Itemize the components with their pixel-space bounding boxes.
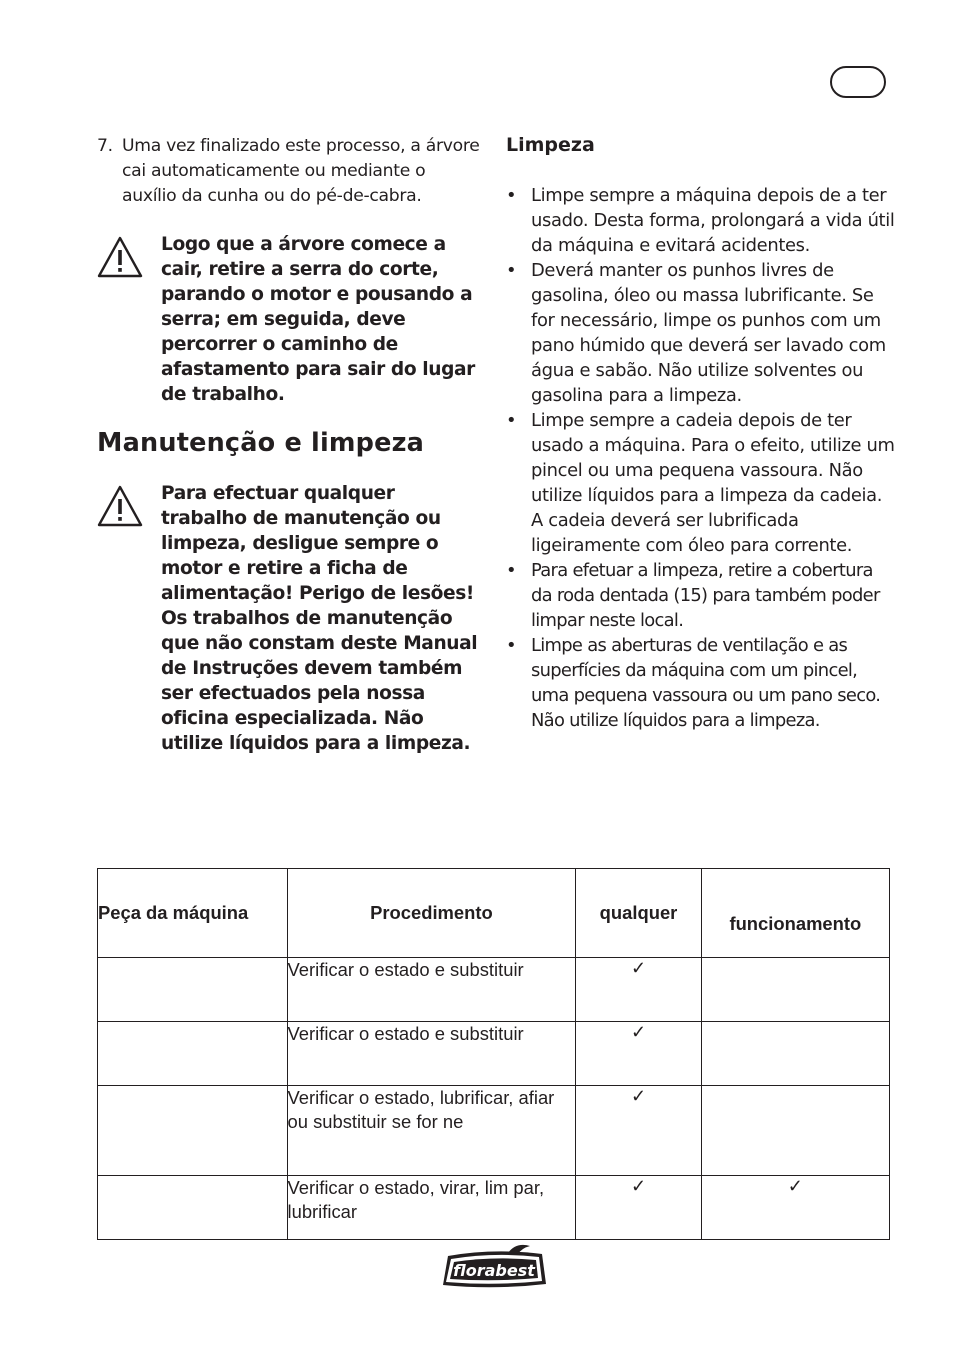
list-item	[506, 408, 896, 558]
cell-procedure: Verificar o estado, virar, lim par, lubrificar	[287, 1176, 576, 1240]
header-operation: funcionamento	[701, 869, 889, 958]
cell-part	[98, 1022, 288, 1086]
list-item-text: Limpe sempre a cadeia depois de ter usado a máquina. Para o efeito, utilize um pincel ou uma pequena vassoura. Não utilize líquidos para a limpeza da cadeia. A cadeia deverá ser lubrificada ligeiramente com óleo para corrente.	[531, 410, 895, 556]
check-icon: ✓	[576, 958, 701, 1022]
cell-procedure: Verificar o estado e substituir	[287, 958, 576, 1022]
cell-check-2	[701, 1022, 889, 1086]
right-column	[506, 134, 896, 733]
table-row	[98, 958, 890, 1022]
header-part: Peça da máquina	[98, 869, 288, 958]
bullet-icon: •	[506, 635, 516, 656]
cell-part	[98, 1086, 288, 1176]
check-icon: ✓	[576, 1176, 701, 1240]
warning-triangle-icon	[97, 236, 143, 278]
step-number: 7.	[97, 136, 113, 156]
maintenance-warning-block	[97, 481, 482, 756]
logo-text: florabest	[453, 1261, 535, 1280]
bullet-icon: •	[506, 185, 517, 206]
cell-part	[98, 1176, 288, 1240]
left-column	[97, 134, 482, 756]
warning-text: Para efectuar qualquer trabalho de manutenção ou limpeza, desligue sempre o motor e retire a ficha de alimentação! Perigo de lesões! Os trabalhos de manutenção que não constam deste Manual de Instruções devem também ser efectuados pela nossa oficina especializada. Não utilize líquidos para a limpeza.	[161, 483, 478, 754]
list-item-text: Para efetuar a limpeza, retire a cobertura da roda dentada (15) para também poder limpar neste local.	[531, 560, 880, 631]
step-text: Uma vez finalizado este processo, a árvore cai automaticamente ou mediante o auxílio da cunha ou do pé-de-cabra.	[122, 136, 480, 206]
list-item	[506, 558, 896, 633]
cleaning-title: Limpeza	[506, 134, 595, 156]
check-icon: ✓	[701, 1176, 889, 1240]
bullet-icon: •	[506, 410, 517, 431]
table-row	[98, 1086, 890, 1176]
maintenance-table	[97, 868, 890, 1240]
step-item	[97, 134, 482, 209]
list-item	[506, 633, 896, 733]
florabest-logo	[438, 1244, 551, 1289]
bullet-icon: •	[506, 260, 517, 281]
header-procedure: Procedimento	[287, 869, 576, 958]
cell-procedure: Verificar o estado e substituir	[287, 1022, 576, 1086]
language-badge	[830, 66, 886, 98]
list-item-text: Limpe sempre a máquina depois de a ter usado. Desta forma, prolongará a vida útil da máquina e evitará acidentes.	[531, 185, 895, 256]
table-header-row	[98, 869, 890, 958]
list-item	[506, 183, 896, 258]
cell-check-2	[701, 1086, 889, 1176]
warning-triangle-icon	[97, 485, 143, 527]
warning-text: Logo que a árvore comece a cair, retire a serra do corte, parando o motor e pousando a serra; em seguida, deve percorrer o caminho de afastamento para sair do lugar de trabalho.	[161, 234, 475, 405]
cleaning-list	[506, 183, 896, 733]
check-icon: ✓	[576, 1022, 701, 1086]
cell-check-2	[701, 958, 889, 1022]
cell-part	[98, 958, 288, 1022]
list-item	[506, 258, 896, 408]
table-row	[98, 1176, 890, 1240]
list-item-text: Deverá manter os punhos livres de gasolina, óleo ou massa lubrificante. Se for necessário, limpe os punhos com um pano húmido que deverá ser lavado com água e sabão. Não utilize solventes ou gasolina para a limpeza.	[531, 260, 886, 406]
check-icon: ✓	[576, 1086, 701, 1176]
bullet-icon: •	[506, 560, 516, 581]
warning-block	[97, 232, 482, 407]
header-any: qualquer	[576, 869, 701, 958]
section-title: Manutenção e limpeza	[97, 428, 425, 458]
table-row	[98, 1022, 890, 1086]
list-item-text: Limpe as aberturas de ventilação e as superfícies da máquina com um pincel, uma pequena vassoura ou um pano seco. Não utilize líquidos para a limpeza.	[531, 635, 881, 731]
cell-procedure: Verificar o estado, lubrificar, afiar ou substituir se for ne	[287, 1086, 576, 1176]
